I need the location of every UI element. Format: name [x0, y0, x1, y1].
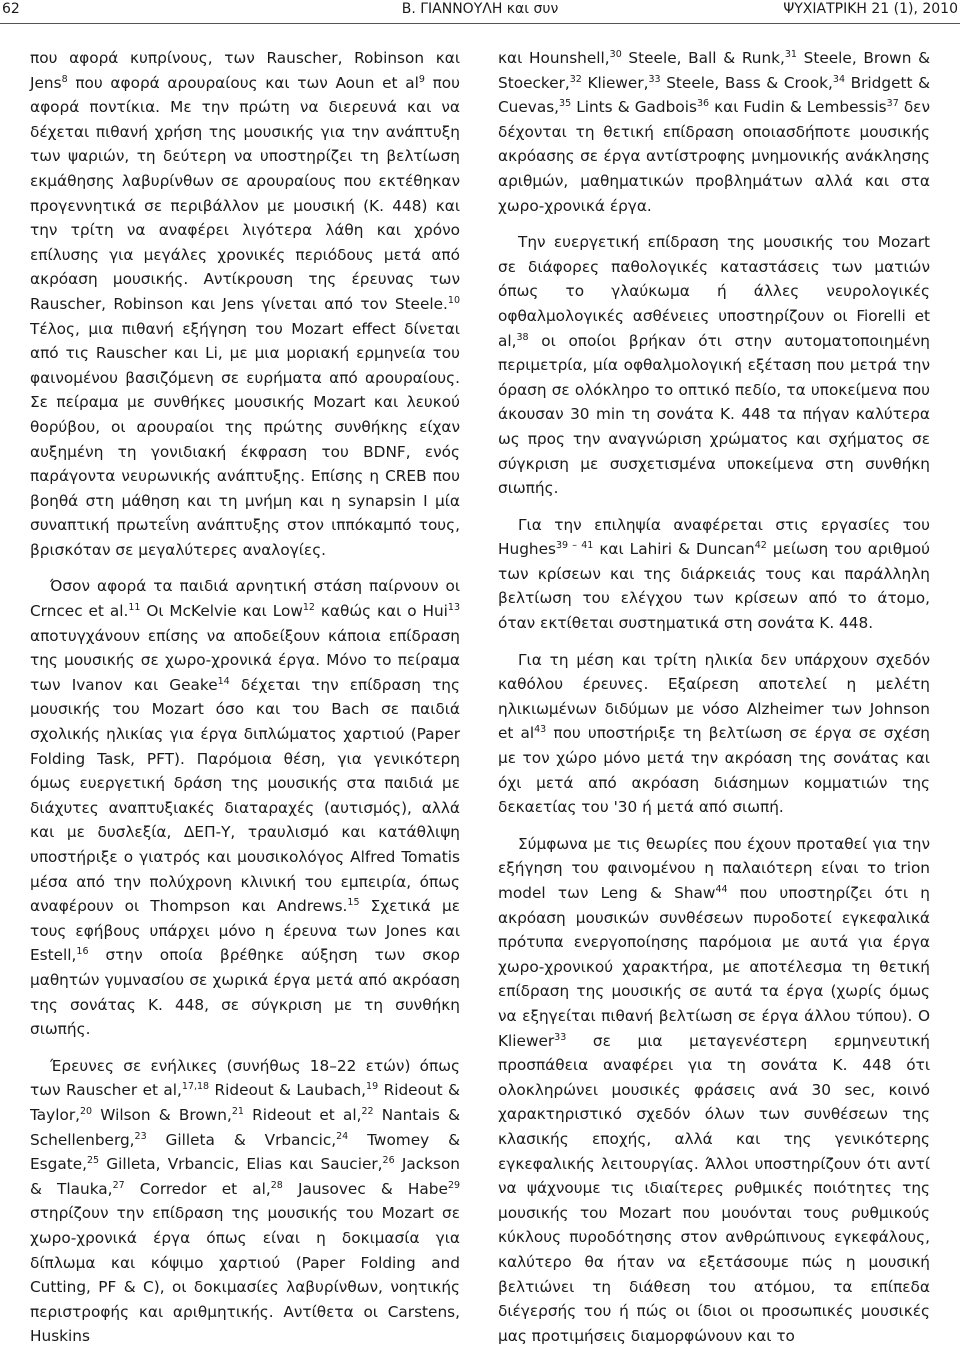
- right-paragraph-5: Σύμφωνα με τις θεωρίες που έχουν προταθεί για την εξήγηση του φαινομένου η παλαιότερη είναι το trion model των Leng & Shaw$^{44}$ που υποστηρίζει ότι η ακρόαση μουσικών συνθέσεων πυροδοτεί εγκεφαλικά πρότυπα ενεργοποίησης παρόμοια με αυτά για έργα χωρο-χρονικού χαρακτήρα, με αποτέλεσμα τη θετική επίδραση της μουσικής σε αυτά τα έργα (χωρίς όμως να εξηγείται πιθανή βελτίωση σε έργα άλλου τύπου). Ο Kliewer$^{33}$ σε μια μεταγενέστερη ερμηνευτική προσπάθεια αναφέρει για τη σονάτα Κ. 448 ότι ολοκληρώνει μουσικές φράσεις ανά 30 sec, κοινό χαρακτηριστικό σχεδόν όλων των συνθέσεων της κλασικής εποχής, αλλά και της γενικότερης εγκεφαλικής λειτουργίας. Άλλοι υποστηρίζουν ότι αντί να ψάχνουμε τις ιδιαίτερες ρυθμικές ποιότητες της μουσικής του Mozart που μουόνται τους ρυθμικούς κύκλους πυροδότησης στον ανθρώπινους εγκεφάλους, καλύτερο θα ήταν να εξετάσουμε πώς η μουσική βελτιώνει τη διάθεση του ατόμου, τα επίπεδα διέγερσής του ή πώς οι ίδιοι οι προσωπικές μουσικές μας προτιμήσεις διαμορφώνουν και το: [498, 834, 931, 1345]
- running-authors: Β. ΓΙΑΝΝΟΥΛΗ και συν: [401, 1, 559, 17]
- left-paragraph-2: Όσον αφορά τα παιδιά αρνητική στάση παίρνουν οι Crncec et al.$^{11}$ Οι McKelvie και Low$^{12}$ καθώς και ο Hui$^{13}$ αποτυγχάνουν επίσης να αποδείξουν κάποια επίδραση της μουσικής σε χωρο-χρονικά έργα. Μόνο το πείραμα των Ivanov και Geake$^{14}$ δέχεται την επίδραση της μουσικής του Mozart όσο και του Bach σε παιδιά σχολικής ηλικίας για έργα διπλώματος χαρτιού (Paper Folding Task, PFT). Παρόμοια θέση, για γενικότερη όμως ευεργετική δράση της μουσικής στα παιδιά με διάχυτες αναπτυξιακές διαταραχές (αυτισμός), αλλά και με δυσλεξία, ΔΕΠ-Υ, τραυλισμό και κατάθλιψη υποστήριξε ο γιατρός και μουσικολόγος Alfred Tomatis μέσα από την πολύχρονη κλινική του εμπειρία, όπως αναφέρουν οι Thompson και Andrews.$^{15}$ Σχετικά με τους εφήβους υπάρχει μόνο η έρευνα των Jones και Estell,$^{16}$ στην οποία βρέθηκε αύξηση των σκορ μαθητών γυμνασίου σε χωρικά έργα μετά από ακρόαση της σονάτας Κ. 448, σε σύγκριση με τη συνθήκη σιωπής.: [30, 577, 461, 1039]
- running-header: [0, 0, 960, 24]
- right-column: [498, 46, 930, 1360]
- header-rule: [0, 23, 960, 24]
- page-number: 62: [2, 1, 20, 17]
- left-column: [30, 46, 460, 1361]
- right-paragraph-1: και Hounshell,$^{30}$ Steele, Ball & Runk,$^{31}$ Steele, Brown & Stoecker,$^{32}$ Kliewer,$^{33}$ Steele, Bass & Crook,$^{34}$ Bridgett & Cuevas,$^{35}$ Lints & Gadbois$^{36}$ και Fudin & Lembessis$^{37}$ δεν δέχονται τη θετική επίδραση οποιασδήποτε μουσικής ακρόασης σε έργα αντίστροφης μνημονικής ανάκλησης αριθμών, μαθηματικών προβλημάτων αλλά και στα χωρο-χρονικά έργα.: [498, 48, 931, 215]
- left-paragraph-1: που αφορά κυπρίνους, των Rauscher, Robinson και Jens$^8$ που αφορά αρουραίους και των Aoun et $al^9$ που αφορά ποντίκια. Με την πρώτη να διερευνά και να δέχεται πιθανή χρήση της μουσικής για την ανάπτυξη των ψαριών, τη δεύτερη να υποστηρίζει τη βελτίωση εκμάθησης λαβυρίνθων σε αρουραίους που εκτέθηκαν προγεννητικά σε περιβάλλον με μουσική (Κ. 448) και την τρίτη να αναφέρει λιγότερα λάθη και χρόνο επίλυσης για μεγάλες χρονικές περιόδους μετά από ακρόαση μουσικής. Αντίκρουση της έρευνας των Rauscher, Robinson και Jens γίνεται από τον Steele.$^{10}$ Τέλος, μια πιθανή εξήγηση του Mozart effect δίνεται από τις Rauscher και Li, με μια μοριακή ερμηνεία του φαινομένου βασιζόμενη σε ευρήματα από αρουραίους. Σε πείραμα με συνθήκες μουσικής Mozart και λευκού θορύβου, οι αρουραίοι της πρώτης συνθήκης είχαν αυξημένη τη γονιδιακή έκφραση του BDNF, ενός παράγοντα νευρωνικής ανάπτυξης. Επίσης η CREB που βοηθά στη μάθηση και τη μνήμη και η synapsin I μία συναπτική πρωτεΐνη ανάπτυξης στον ιππόκαμπό τους, βρισκόταν σε μεγαλύτερες αναλογίες.: [30, 49, 460, 559]
- right-paragraph-4: Για τη μέση και τρίτη ηλικία δεν υπάρχουν σχεδόν καθόλου έρευνες. Εξαίρεση αποτελεί η μελέτη ηλικιωμένων διδύμων με νόσο Alzheimer των Johnson et $al^{43}$ που υποστήριξε τη βελτίωση σε έργα σε σχέση με τον χώρο μόνο μετά την ακρόαση της σονάτας και όχι μετά από ακρόαση διάσημων κομματιών της δεκαετίας του '30 ή μετά από σιωπή.: [498, 650, 930, 817]
- right-paragraph-3: Για την επιληψία αναφέρεται στις εργασίες του Hughes$^{39 - 41}$ και Lahiri & Duncan$^{42}$ μείωση του αριθμού των κρίσεων και της διάρκειάς τους και παράλληλη βελτίωση του ελέγχου των κρίσεων από το άτομο, όταν εκτίθεται συστηματικά στη σονάτα Κ. 448.: [498, 515, 931, 633]
- left-paragraph-3: Έρευνες σε ενήλικες (συνήθως 18–22 ετών) όπως των Rauscher et al,$^{17,18}$ Rideout & Laubach,$^{19}$ Rideout & Taylor,$^{20}$ Wilson & Brown,$^{21}$ Rideout et al,$^{22}$ Nantais & Schellenberg,$^{23}$ Gilleta & Vrbancic,$^{24}$ Twomey & Esgate,$^{25}$ Gilleta, Vrbancic, Elias και Saucier,$^{26}$ Jackson & Tlauka,$^{27}$ Corredor et al,$^{28}$ Jausovec & Habe$^{29}$ στηρίζουν την επίδραση της μουσικής του Mozart σε χωρο-χρονικά έργα όπως είναι η δοκιμασία για δίπλωμα και κόψιμο χαρτιού (Paper Folding and Cutting, PF & C), οι δοκιμασίες λαβυρίνθων, νοητικής περιστροφής και αριθμητικής. Αντίθετα οι Carstens, Huskins: [30, 1056, 461, 1346]
- journal-citation: ΨΥΧΙΑΤΡΙΚΗ 21 (1), 2010: [783, 1, 958, 17]
- right-paragraph-2: Την ευεργετική επίδραση της μουσικής του Mozart σε διάφορες παθολογικές καταστάσεις των ματιών όπως το γλαύκωμα ή άλλες νευρολογικές οφθαλμολογικές ασθένειες υποστηρίζουν οι Fiorelli et al,$^{38}$ οι οποίοι βρήκαν ότι στην αυτοματοποιημένη περιμετρία, μία οφθαλμολογική εξέταση που μετρά την όραση σε ολόκληρο το οπτικό πεδίο, τα υποκείμενα που άκουσαν 30 min τη σονάτα Κ. 448 τα πήγαν καλύτερα ως προς την αναγνώριση χρώματος και σχήματος σε σύγκριση με συσχετισμένα υποκείμενα στη συνθήκη σιωπής.: [498, 233, 930, 498]
